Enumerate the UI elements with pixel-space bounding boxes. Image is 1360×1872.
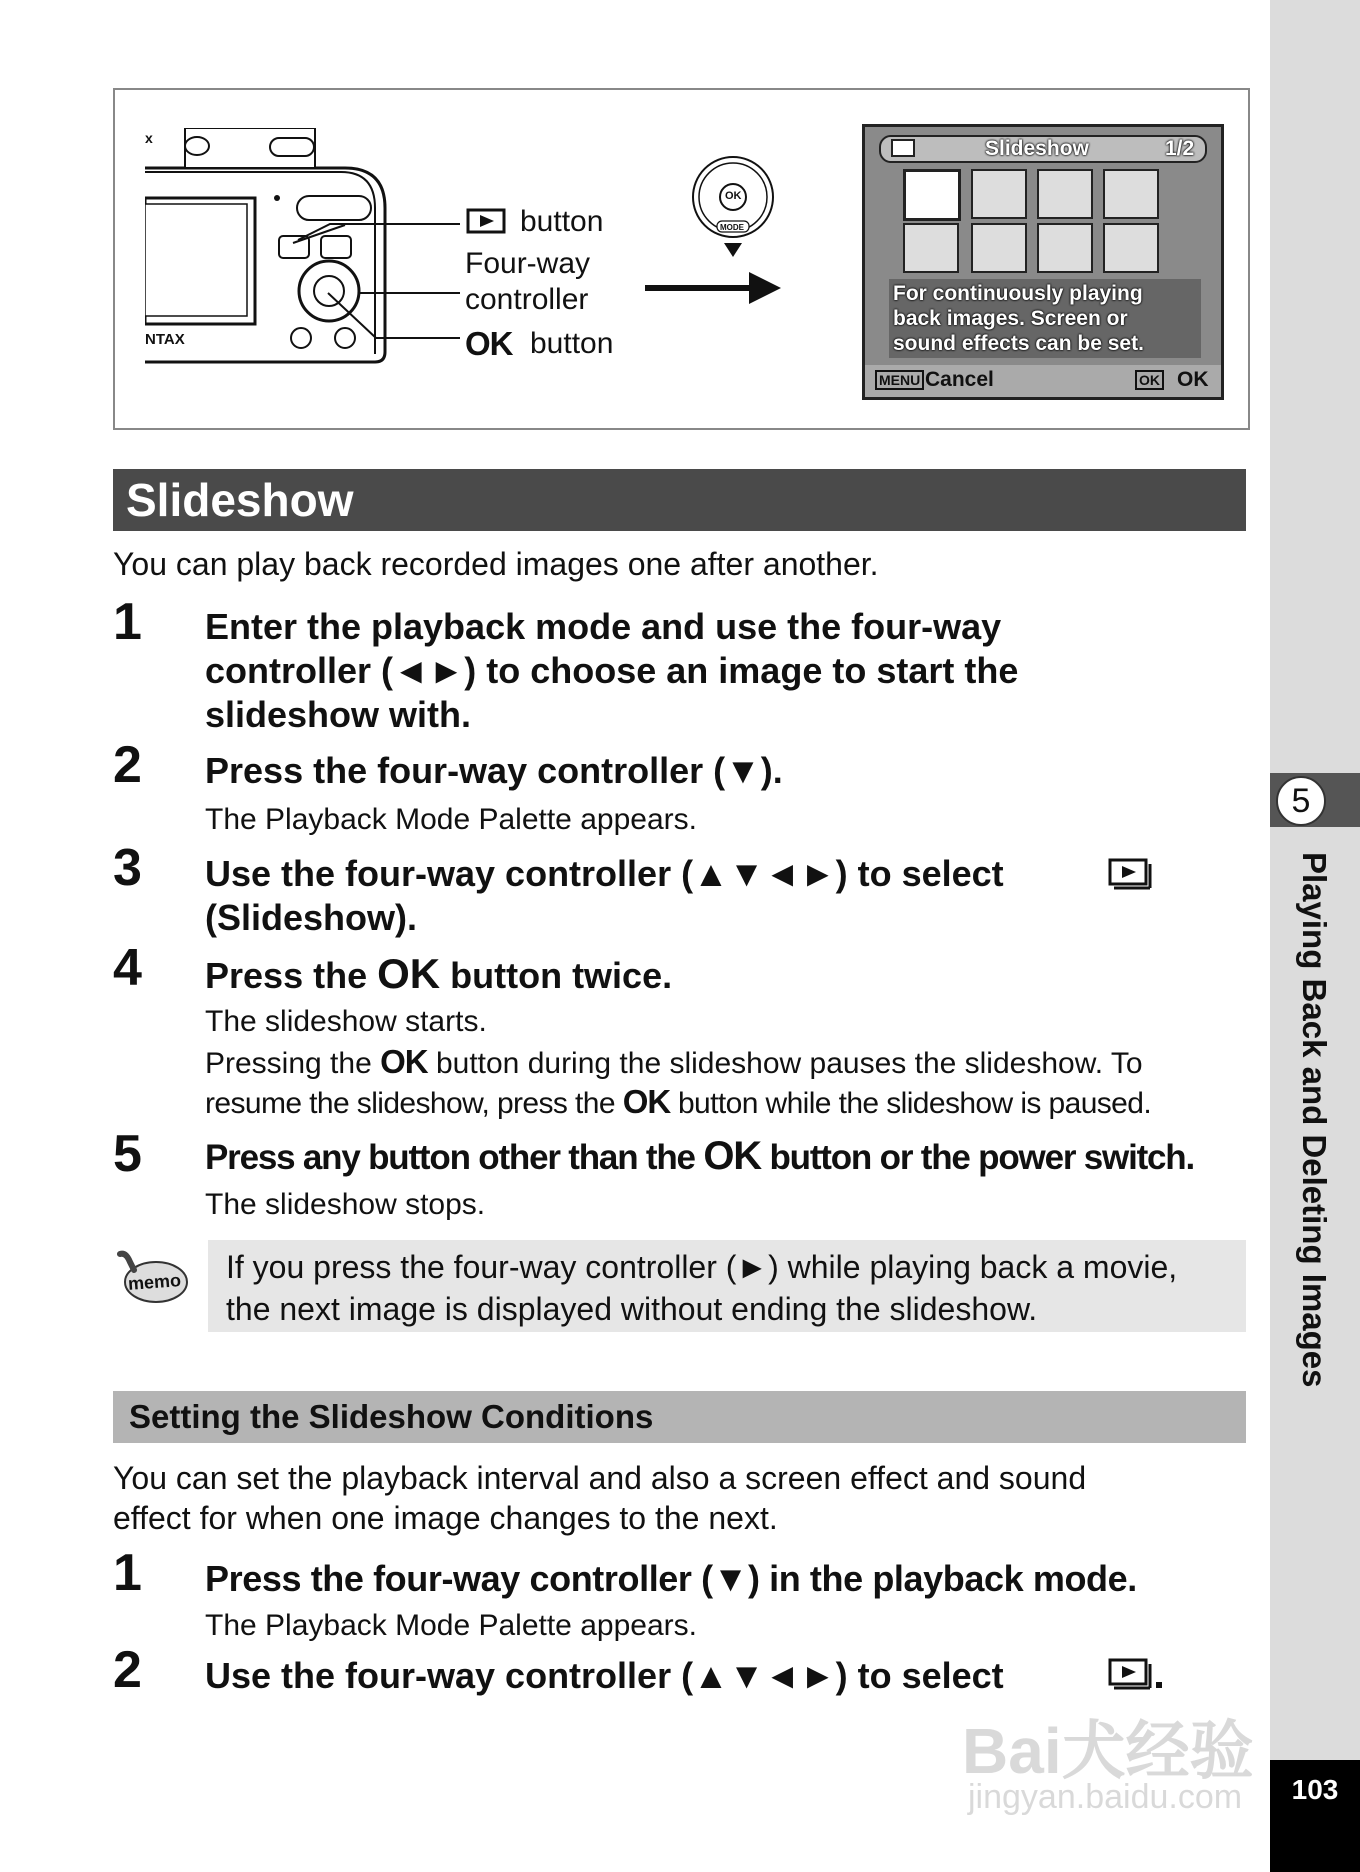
step-title: (Slideshow). bbox=[205, 897, 418, 938]
lcd-copy-icon bbox=[1103, 169, 1159, 219]
subsection-title: Setting the Slideshow Conditions bbox=[113, 1391, 1246, 1443]
memo-line: If you press the four-way controller (►) while playing back a movie, bbox=[226, 1249, 1178, 1285]
subsection-intro-line: effect for when one image changes to the next. bbox=[113, 1500, 778, 1536]
camera-top-label: x bbox=[145, 130, 153, 146]
lcd-title-bar bbox=[879, 135, 1207, 163]
lcd-rotate-icon bbox=[903, 223, 959, 273]
step-sub-text: resume the slideshow, press the bbox=[205, 1087, 615, 1120]
section-intro: You can play back recorded images one after another. bbox=[113, 546, 879, 582]
lcd-footer bbox=[865, 365, 1221, 397]
memo-box bbox=[208, 1240, 1246, 1332]
ok-glyph: OK bbox=[703, 1134, 761, 1178]
step-title: controller (◄►) to choose an image to start the bbox=[205, 650, 1019, 691]
lcd-resize-icon bbox=[971, 169, 1027, 219]
slideshow-icon bbox=[1108, 1658, 1168, 1694]
memo-label: memo bbox=[127, 1270, 182, 1294]
step-sub: The Playback Mode Palette appears. bbox=[205, 1609, 697, 1642]
step-number: 1 bbox=[113, 593, 142, 651]
ok-glyph: OK bbox=[380, 1043, 428, 1080]
chapter-title: Playing Back and Deleting Images bbox=[1296, 852, 1333, 1388]
step-number: 5 bbox=[113, 1125, 142, 1183]
step-sub bbox=[205, 1042, 1143, 1084]
page-number: 103 bbox=[1270, 1760, 1360, 1872]
dial-mode-label: MODE bbox=[720, 223, 744, 232]
step-sub bbox=[205, 1082, 1151, 1124]
dial-ok-label: OK bbox=[725, 190, 742, 202]
fourway-dial bbox=[688, 155, 780, 259]
step-sub-text: Pressing the bbox=[205, 1047, 372, 1080]
step-title bbox=[205, 952, 672, 998]
step-number: 2 bbox=[113, 1641, 142, 1699]
step-number: 1 bbox=[113, 1544, 142, 1602]
ok-glyph: OK bbox=[377, 950, 441, 997]
lcd-ok-key: OK bbox=[1135, 370, 1164, 390]
watermark-logo: Bai犬经验 bbox=[962, 1715, 1254, 1787]
slideshow-icon bbox=[1108, 858, 1152, 890]
section-title: Slideshow bbox=[113, 469, 1246, 531]
camera-brand-label: NTAX bbox=[145, 331, 185, 348]
step-title: Use the four-way controller (▲▼◄►) to select bbox=[205, 1655, 1004, 1696]
step-title-text: Press the bbox=[205, 955, 368, 996]
ok-glyph: OK bbox=[465, 325, 513, 362]
step-title-text: button twice. bbox=[450, 955, 673, 996]
fourway-label-line2: controller bbox=[465, 283, 589, 316]
lcd-title: Slideshow bbox=[985, 137, 1089, 160]
step-title-text: button or the power switch. bbox=[769, 1138, 1195, 1177]
step-sub-text: button during the slideshow pauses the slideshow. To bbox=[435, 1047, 1143, 1080]
lcd-ok-label: OK bbox=[1177, 368, 1209, 391]
lcd-menu-key: MENU bbox=[875, 370, 924, 390]
watermark-url: jingyan.baidu.com bbox=[968, 1778, 1243, 1816]
lcd-message-line: sound effects can be set. bbox=[893, 332, 1144, 355]
subsection-intro-line: You can set the playback interval and also a screen effect and sound bbox=[113, 1460, 1087, 1496]
step-title: Use the four-way controller (▲▼◄►) to select bbox=[205, 853, 1004, 894]
step-sub-text: button while the slideshow is paused. bbox=[677, 1087, 1152, 1120]
lcd-message-line: For continuously playing bbox=[893, 282, 1143, 305]
lcd-screen bbox=[862, 124, 1224, 400]
playback-icon bbox=[466, 208, 508, 236]
lcd-message-line: back images. Screen or bbox=[893, 307, 1128, 330]
step-sub: The slideshow starts. bbox=[205, 1005, 487, 1038]
lcd-page: 1/2 bbox=[1165, 137, 1195, 160]
arrow-right-icon bbox=[645, 268, 785, 308]
chapter-number: 5 bbox=[1276, 776, 1326, 826]
lcd-slideshow-icon bbox=[903, 169, 961, 221]
step-title: Press the four-way controller (▼). bbox=[205, 750, 783, 791]
step-sub: The slideshow stops. bbox=[205, 1188, 486, 1221]
step-sub: The Playback Mode Palette appears. bbox=[205, 803, 697, 836]
step-title: Press the four-way controller (▼) in the playback mode. bbox=[205, 1558, 1137, 1599]
step-title: Enter the playback mode and use the four-way bbox=[205, 606, 1002, 647]
lcd-message bbox=[889, 279, 1201, 358]
memo-line: the next image is displayed without ending the slideshow. bbox=[226, 1291, 1038, 1327]
lcd-play-icon bbox=[891, 139, 915, 157]
lcd-filter-icon bbox=[971, 223, 1027, 273]
step-number: 4 bbox=[113, 939, 142, 997]
lcd-frame-icon bbox=[1103, 223, 1159, 273]
lcd-cancel: Cancel bbox=[925, 368, 994, 391]
step-title: slideshow with. bbox=[205, 694, 472, 735]
step-title bbox=[205, 1134, 1194, 1180]
leader-lines bbox=[290, 210, 470, 350]
playback-button-label: button bbox=[520, 205, 604, 238]
lcd-redeye-icon bbox=[1037, 223, 1093, 273]
fourway-label-line1: Four-way bbox=[465, 247, 591, 280]
step-title-text: Press any button other than the bbox=[205, 1138, 695, 1177]
step-number: 2 bbox=[113, 736, 142, 794]
step-number: 3 bbox=[113, 839, 142, 897]
ok-button-label: button bbox=[530, 327, 614, 360]
ok-glyph: OK bbox=[622, 1083, 671, 1120]
lcd-trim-icon bbox=[1037, 169, 1093, 219]
